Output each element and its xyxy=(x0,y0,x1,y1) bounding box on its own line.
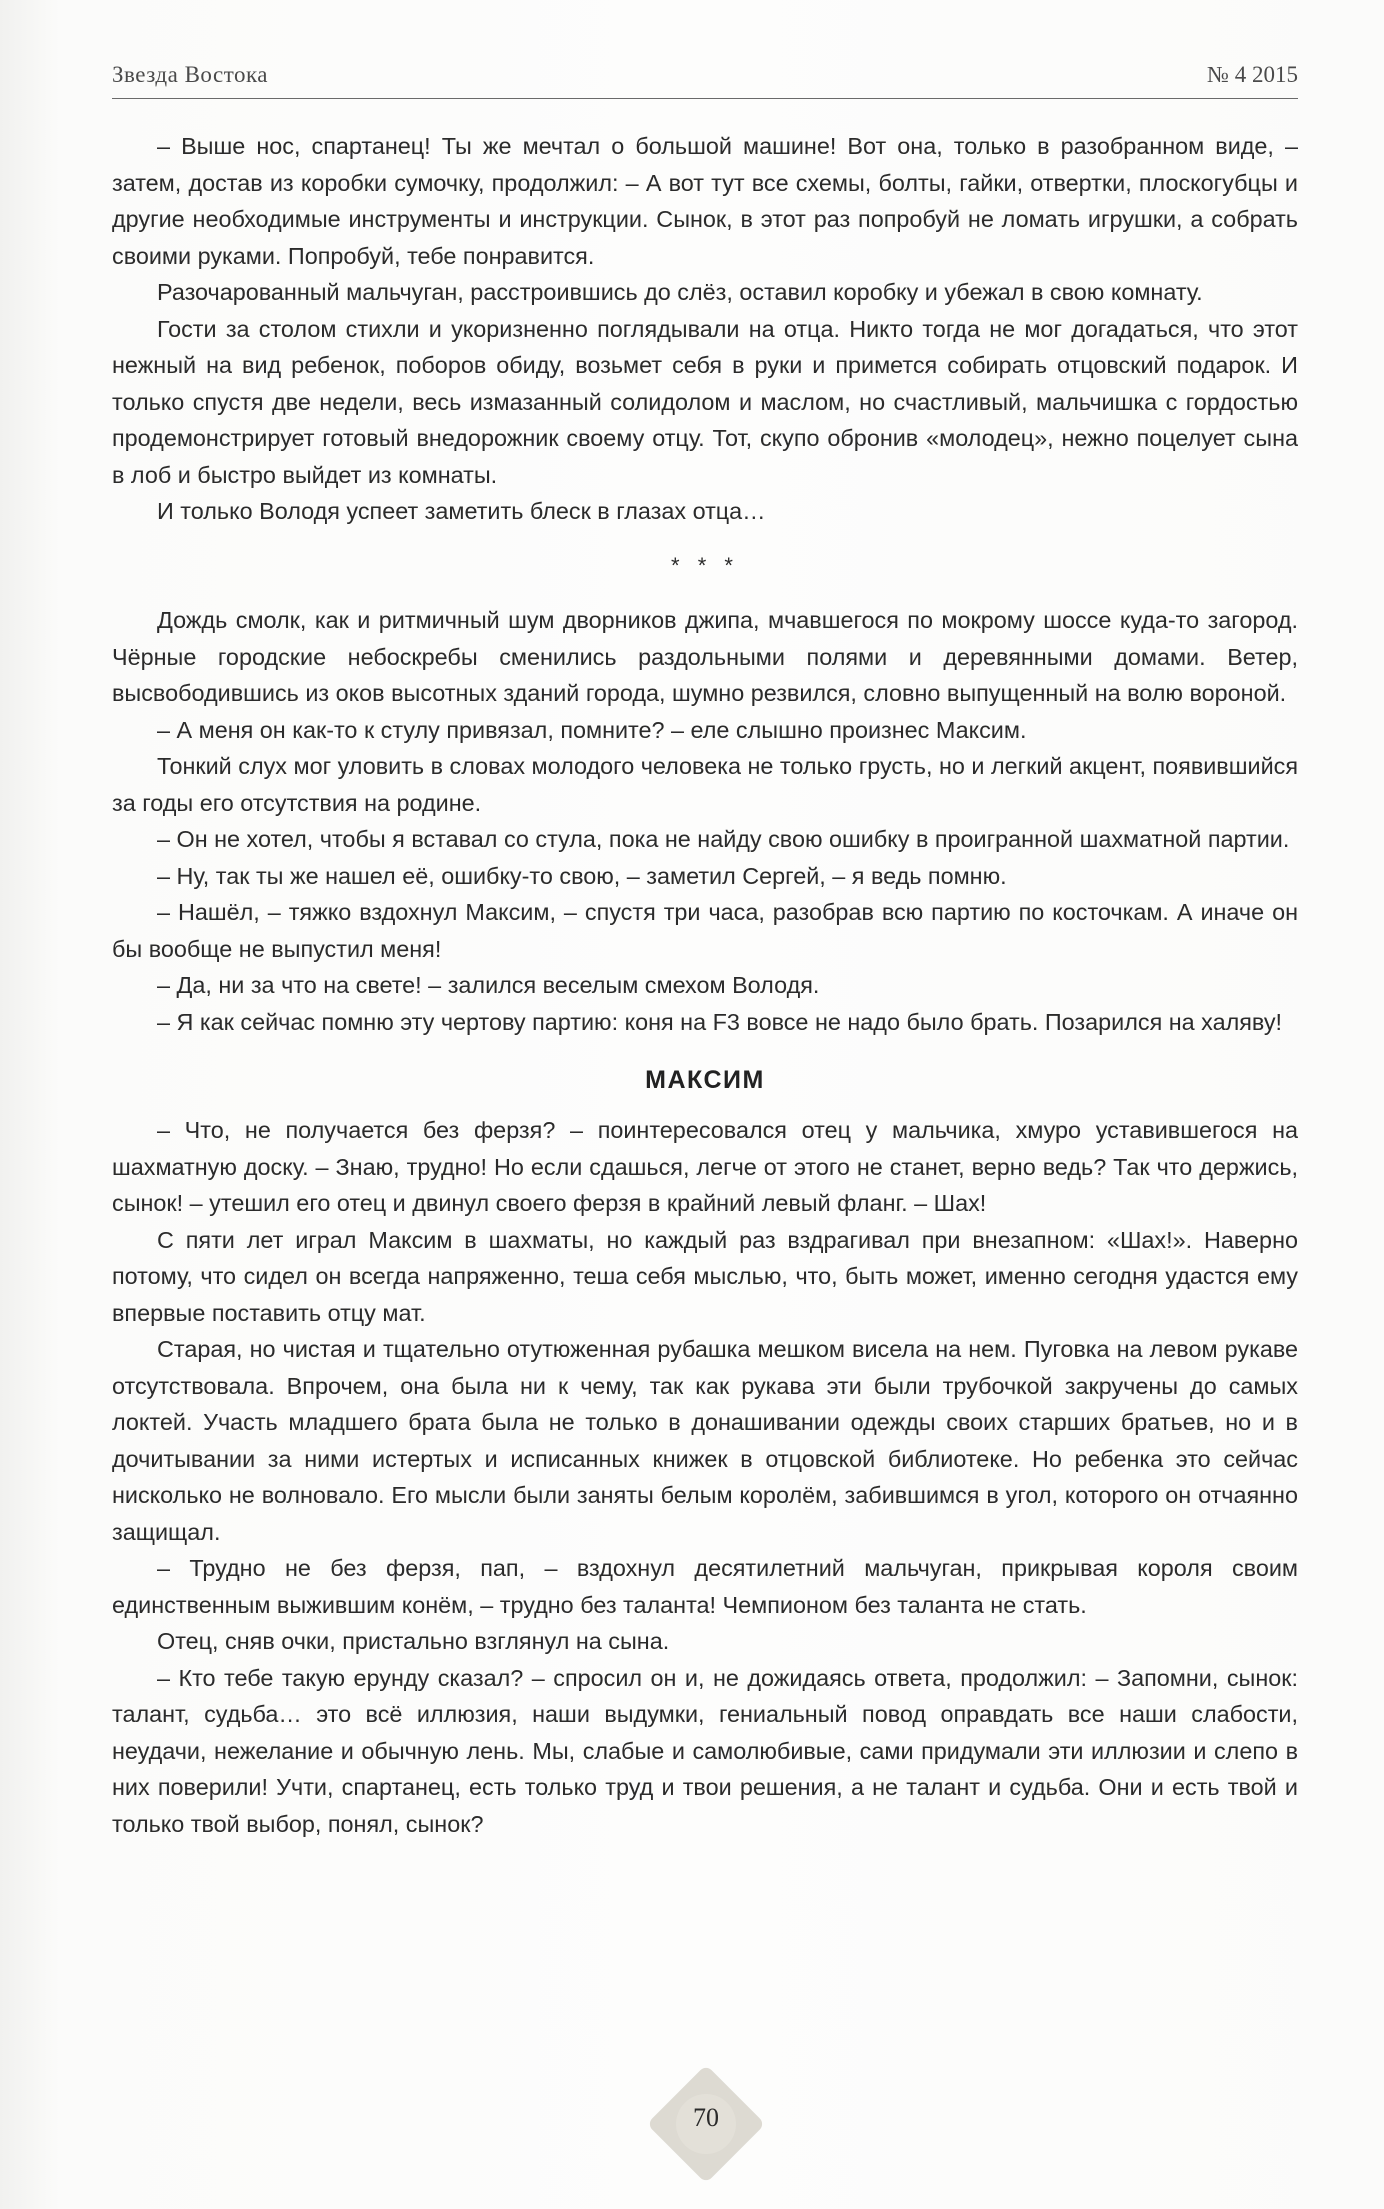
paragraph: – Трудно не без ферзя, пап, – вздохнул десятилетний мальчуган, прикрывая короля своим единственным выжившим конём, – трудно без таланта! Чемпионом без таланта не стать. xyxy=(112,1555,1298,1618)
paragraph: Гости за столом стихли и укоризненно поглядывали на отца. Никто тогда не мог догадаться, что этот нежный на вид ребенок, поборов обиду, возьмет себя в руки и примется собирать отцовский подарок. И только спустя две недели, весь измазанный солидолом и маслом, но счастливый, мальчишка с гордостью продемонстрирует готовый внедорожник своему отцу. Тот, скупо обронив «молодец», нежно поцелует сына в лоб и быстро выйдет из комнаты. xyxy=(112,315,1298,488)
paragraph: – Что, не получается без ферзя? – поинтересовался отец у мальчика, хмуро уставившегося на шахматную доску. – Знаю, трудно! Но если сдашься, легче от этого не станет, верно ведь? Так что держись, сынок! – утешил его отец и двинул своего ферзя в крайний левый фланг. – Шах! xyxy=(112,1117,1298,1216)
chapter-title: МАКСИМ xyxy=(645,1066,765,1094)
paragraph: – Нашёл, – тяжко вздохнул Максим, – спустя три часа, разобрав всю партию по косточкам. А иначе он бы вообще не выпустил меня! xyxy=(112,899,1298,962)
paragraph: – Выше нос, спартанец! Ты же мечтал о большой машине! Вот она, только в разобранном виде, – затем, достав из коробки сумочку, продолжил: – А вот тут все схемы, болты, гайки, отвертки, плоскогубцы и другие необходимые инструменты и инструкции. Сынок, в этот раз попробуй не ломать игрушки, а собрать своими руками. Попробуй, тебе понравится. xyxy=(112,133,1298,269)
paragraph: – Он не хотел, чтобы я вставал со стула, пока не найду свою ошибку в проигранной шахматной партии. xyxy=(157,826,1290,852)
page-number: 70 xyxy=(693,2103,719,2132)
paragraph: Дождь смолк, как и ритмичный шум дворников джипа, мчавшегося по мокрому шоссе куда-то загород. Чёрные городские небоскребы сменились раздольными полями и деревянными домами. Ветер, высвободившись из оков высотных зданий города, шумно резвился, словно выпущенный на волю вороной. xyxy=(112,607,1298,706)
paragraph: И только Володя успеет заметить блеск в глазах отца… xyxy=(157,498,766,524)
paragraph: – А меня он как-то к стулу привязал, помните? – еле слышно произнес Максим. xyxy=(157,716,1027,743)
paragraph: – Кто тебе такую ерунду сказал? – спросил он и, не дожидаясь ответа, продолжил: – Запомни, сынок: талант, судьба… это всё иллюзия, наши выдумки, гениальный повод оправдать все наши слабости, неудачи, нежелание и обычную лень. Мы, слабые и самолюбивые, сами придумали эти иллюзии и слепо в них поверили! Учти, спартанец, есть только труд и твои решения, а не талант и судьба. Они и есть твой и только твой выбор, понял, сынок? xyxy=(112,1664,1298,1837)
paragraph: Отец, сняв очки, пристально взглянул на сына. xyxy=(157,1628,670,1654)
paragraph: Разочарованный мальчуган, расстроившись до слёз, оставил коробку и убежал в свою комнату. xyxy=(157,279,1203,305)
section-separator: * * * xyxy=(671,552,739,578)
paragraph: Тонкий слух мог уловить в словах молодого человека не только грусть, но и легкий акцент, появившийся за годы его отсутствия на родине. xyxy=(112,753,1298,816)
paragraph: С пяти лет играл Максим в шахматы, но каждый раз вздрагивал при внезапном: «Шах!». Наверно потому, что сидел он всегда напряженно, теша себя мыслью, что, быть может, именно сегодня удастся ему впервые поставить отцу мат. xyxy=(112,1226,1298,1326)
running-header xyxy=(112,58,1298,98)
paragraph: Старая, но чистая и тщательно отутюженная рубашка мешком висела на нем. Пуговка на левом рукаве отсутствовала. Впрочем, она была ни к чему, так как рукава эти были трубочкой закручены до самых локтей. Участь младшего брата была не только в донашивании одежды своих старших братьев, но и в дочитывании за ними истертых и исписанных книжек в отцовской библиотеке. Но ребенка это сейчас нисколько не волновало. Его мысли были заняты белым королём, забившимся в угол, которого он отчаянно защищал. xyxy=(112,1336,1298,1545)
paragraph: – Да, ни за что на свете! – залился веселым смехом Володя. xyxy=(157,972,820,998)
issue-number: № 4 2015 xyxy=(1207,62,1298,87)
paragraph: – Я как сейчас помню эту чертову партию: коня на F3 вовсе не надо было брать. Позарился на халяву! xyxy=(157,1008,1283,1035)
header-rule xyxy=(112,98,1298,99)
paragraph: – Ну, так ты же нашел её, ошибку-то свою, – заметил Сергей, – я ведь помню. xyxy=(157,862,1007,889)
article-body xyxy=(112,128,1298,1842)
journal-title: Звезда Востока xyxy=(112,62,268,87)
